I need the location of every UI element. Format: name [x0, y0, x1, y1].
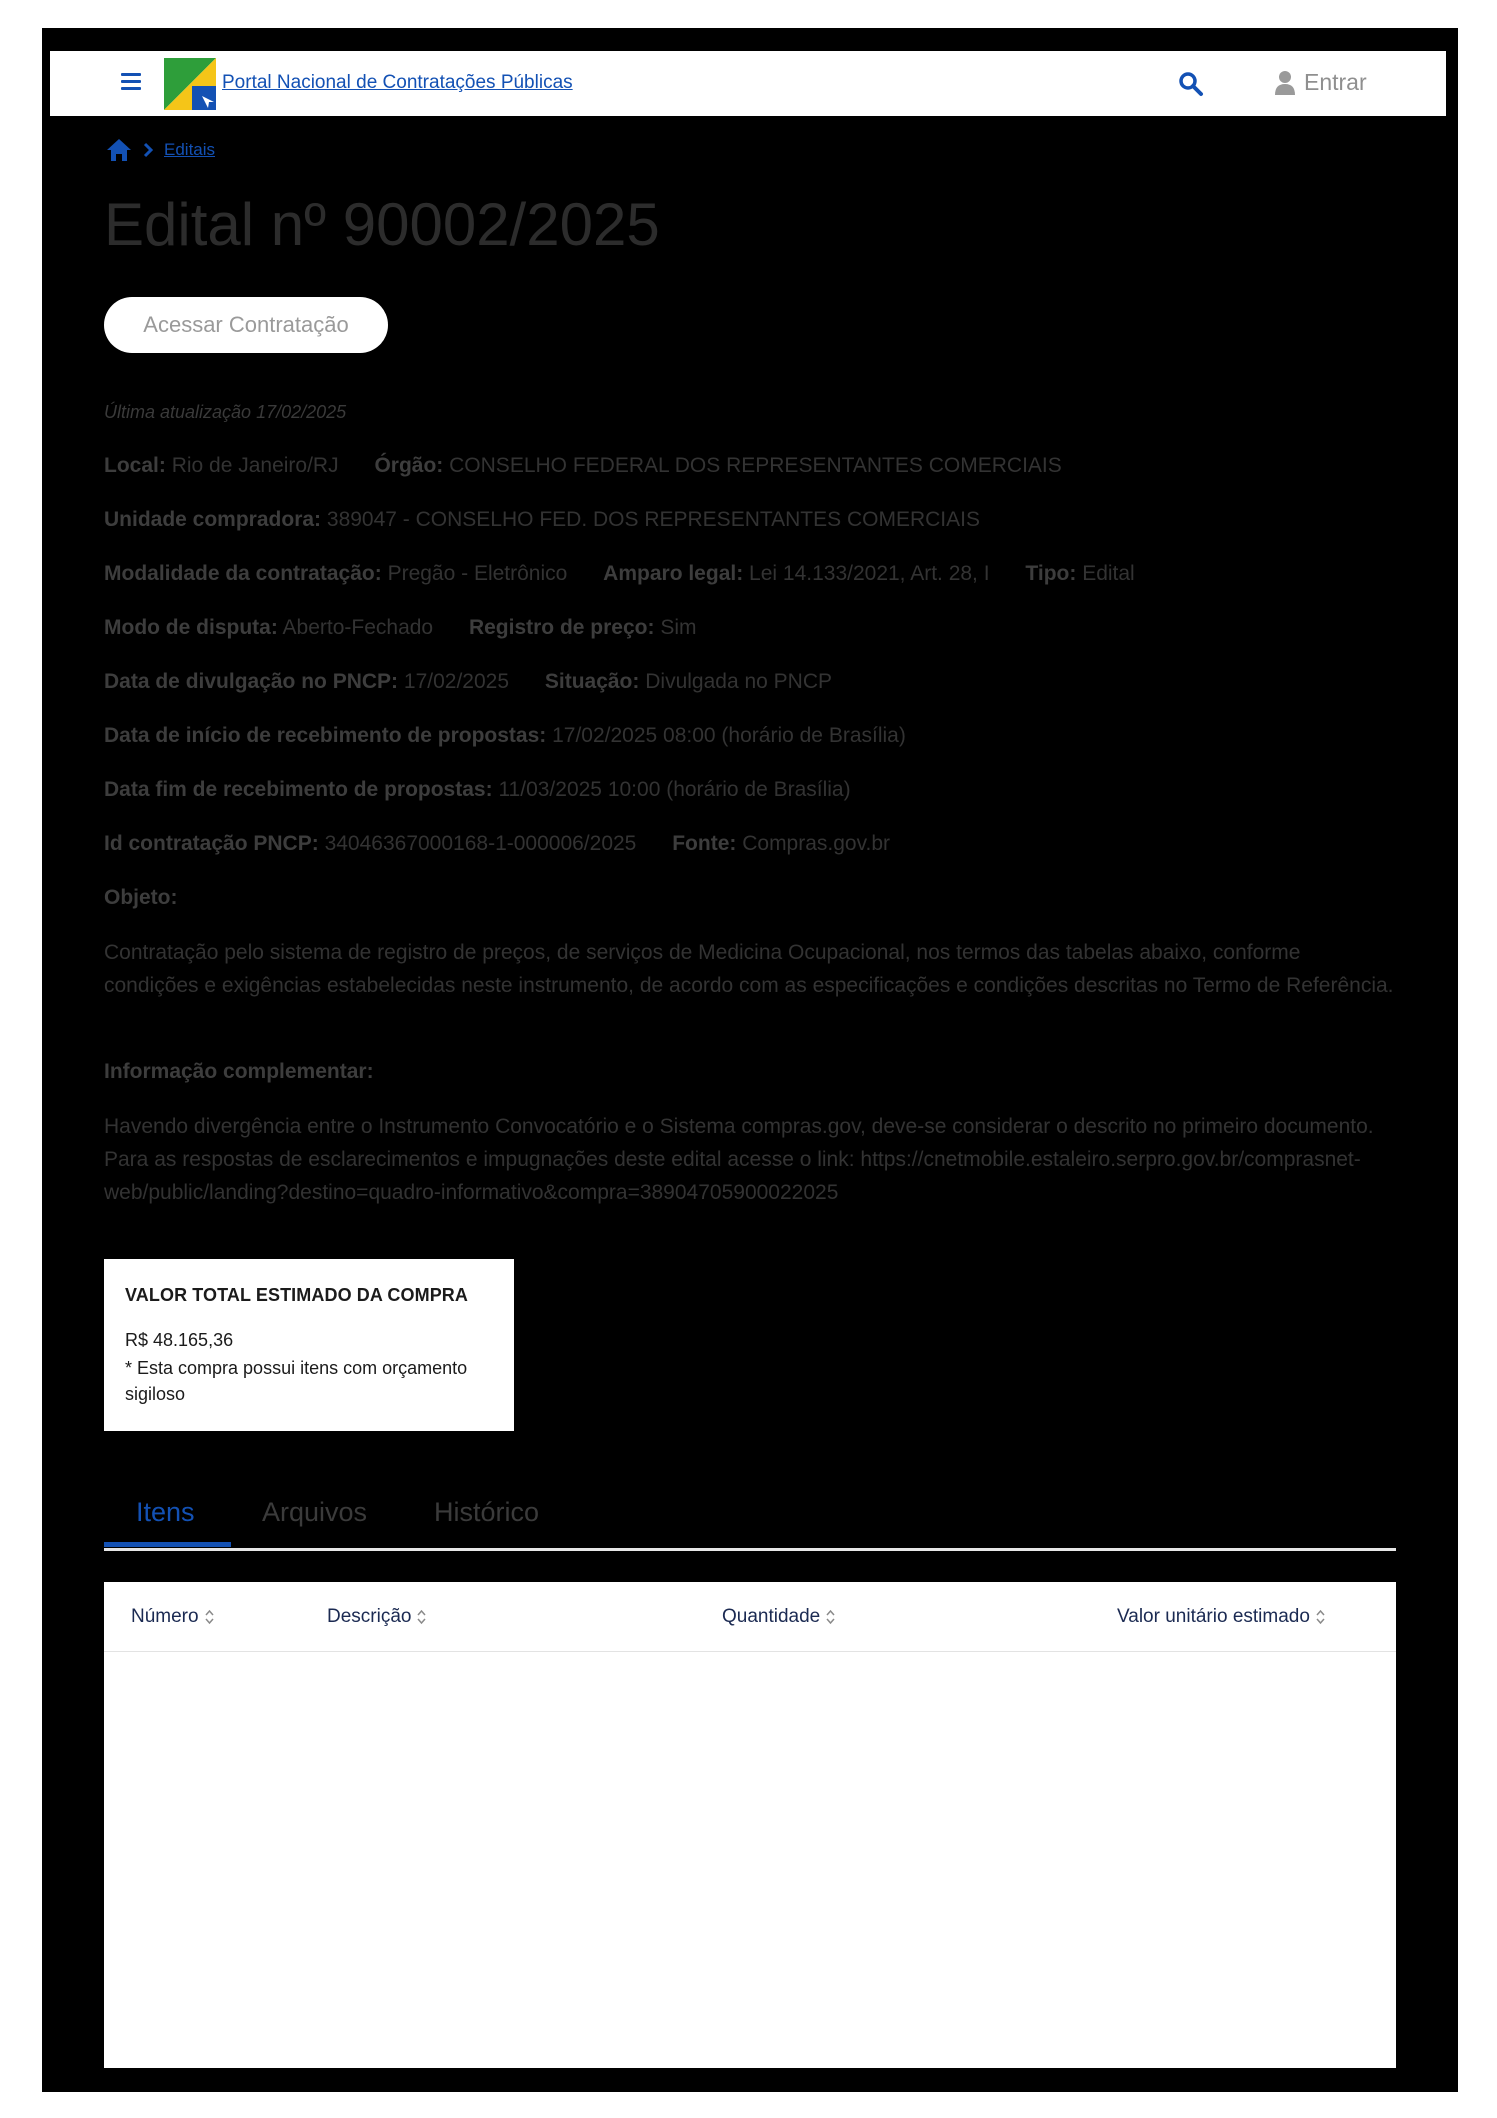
- info-row-divulgacao: [104, 670, 862, 694]
- modo-value: Aberto-Fechado: [282, 616, 434, 639]
- estimated-value-card: [104, 1259, 514, 1431]
- tab-itens[interactable]: Itens: [136, 1497, 195, 1527]
- modalidade-value: Pregão - Eletrônico: [387, 562, 568, 585]
- objeto-heading: [104, 886, 178, 910]
- tipo-label: Tipo:: [1025, 562, 1077, 585]
- search-icon[interactable]: [1178, 71, 1204, 97]
- info-complementar-heading: [104, 1060, 374, 1084]
- sort-icon: [417, 1609, 426, 1625]
- sort-icon: [826, 1609, 835, 1625]
- page-title: Edital nº 90002/2025: [104, 191, 660, 258]
- modo-label: Modo de disputa:: [104, 616, 278, 639]
- column-numero[interactable]: [131, 1606, 214, 1628]
- portal-title-link[interactable]: Portal Nacional de Contratações Públicas: [222, 72, 573, 93]
- fim-value: 11/03/2025 10:00 (horário de Brasília): [498, 778, 851, 801]
- local-value: Rio de Janeiro/RJ: [171, 454, 339, 477]
- items-table: [104, 1582, 1396, 2068]
- divulgacao-value: 17/02/2025: [403, 670, 510, 693]
- info-row-modalidade: [104, 562, 1165, 586]
- menu-icon[interactable]: [121, 73, 141, 93]
- home-icon[interactable]: [106, 138, 132, 162]
- divulgacao-label: Data de divulgação no PNCP:: [104, 670, 399, 693]
- objeto-label: Objeto:: [104, 886, 178, 909]
- modalidade-label: Modalidade da contratação:: [104, 562, 382, 585]
- pncp-logo[interactable]: [162, 56, 218, 112]
- tipo-value: Edital: [1082, 562, 1135, 585]
- inicio-label: Data de início de recebimento de propostas:: [104, 724, 547, 747]
- last-update: Última atualização 17/02/2025: [104, 402, 347, 422]
- orgao-label: Órgão:: [374, 454, 444, 477]
- breadcrumb: [106, 138, 215, 162]
- sort-icon: [1316, 1609, 1325, 1625]
- estimated-value-note: * Esta compra possui itens com orçamento sigiloso: [125, 1358, 468, 1404]
- info-row-unidade: [104, 508, 1010, 532]
- tab-historico[interactable]: Histórico: [434, 1497, 540, 1527]
- tab-arquivos[interactable]: Arquivos: [262, 1497, 368, 1527]
- amparo-label: Amparo legal:: [603, 562, 744, 585]
- registro-label: Registro de preço:: [468, 616, 655, 639]
- fonte-value: Compras.gov.br: [742, 832, 891, 855]
- table-header: [104, 1582, 1396, 1652]
- orgao-value: CONSELHO FEDERAL DOS REPRESENTANTES COMERCIAIS: [449, 454, 1062, 477]
- sort-icon: [205, 1609, 214, 1625]
- amparo-value: Lei 14.133/2021, Art. 28, I: [749, 562, 990, 585]
- info-row-fim: [104, 778, 881, 802]
- column-quantidade-label: Quantidade: [722, 1606, 821, 1627]
- inicio-value: 17/02/2025 08:00 (horário de Brasília): [552, 724, 906, 747]
- info-complementar-label: Informação complementar:: [104, 1060, 374, 1083]
- estimated-value: R$ 48.165,36: [125, 1330, 234, 1350]
- column-numero-label: Número: [131, 1606, 199, 1627]
- access-contract-button[interactable]: Acessar Contratação: [104, 297, 388, 353]
- id-label: Id contratação PNCP:: [104, 832, 319, 855]
- column-descricao[interactable]: [327, 1606, 426, 1628]
- local-label: Local:: [104, 454, 166, 477]
- situacao-value: Divulgada no PNCP: [645, 670, 832, 693]
- header-bar: [50, 51, 1446, 116]
- unidade-label: Unidade compradora:: [104, 508, 322, 531]
- chevron-right-icon: [142, 142, 154, 158]
- column-quantidade[interactable]: [722, 1606, 835, 1628]
- fim-label: Data fim de recebimento de propostas:: [104, 778, 493, 801]
- user-icon: [1274, 70, 1296, 96]
- info-row-local: [104, 454, 1092, 478]
- registro-value: Sim: [660, 616, 697, 639]
- estimated-value-title: VALOR TOTAL ESTIMADO DA COMPRA: [125, 1285, 468, 1305]
- active-tab-indicator: [104, 1542, 231, 1547]
- info-row-modo: [104, 616, 727, 640]
- login-label: Entrar: [1304, 69, 1367, 95]
- unidade-value: 389047 - CONSELHO FED. DOS REPRESENTANTES COMERCIAIS: [326, 508, 980, 531]
- info-row-id: [104, 832, 920, 856]
- info-row-inicio: [104, 724, 936, 748]
- fonte-label: Fonte:: [672, 832, 737, 855]
- column-valor-unitario-label: Valor unitário estimado: [1117, 1606, 1310, 1627]
- column-descricao-label: Descrição: [327, 1606, 412, 1627]
- info-complementar-text: Havendo divergência entre o Instrumento Convocatório e o Sistema compras.gov, deve-se considerar o descrito no primeiro documento. Para as respostas de esclarecimentos e impugnações deste edital acesse o link: https://cnetmobile.estaleiro.serpro.gov.br/comprasnet-web/public/landing?destino=quadro-informativo&compra=38904705900022025: [104, 1115, 1374, 1204]
- column-valor-unitario[interactable]: [1117, 1606, 1325, 1628]
- breadcrumb-editais[interactable]: Editais: [164, 140, 216, 159]
- id-value: 34046367000168-1-000006/2025: [324, 832, 637, 855]
- objeto-text: Contratação pelo sistema de registro de preços, de serviços de Medicina Ocupacional, nos termos das tabelas abaixo, conforme condições e exigências estabelecidas neste instrumento, de acordo com as especificações e condições descritas no Termo de Referência.: [104, 941, 1394, 997]
- tab-bar: [104, 1487, 1396, 1551]
- login-button[interactable]: [1274, 69, 1367, 96]
- situacao-label: Situação:: [544, 670, 640, 693]
